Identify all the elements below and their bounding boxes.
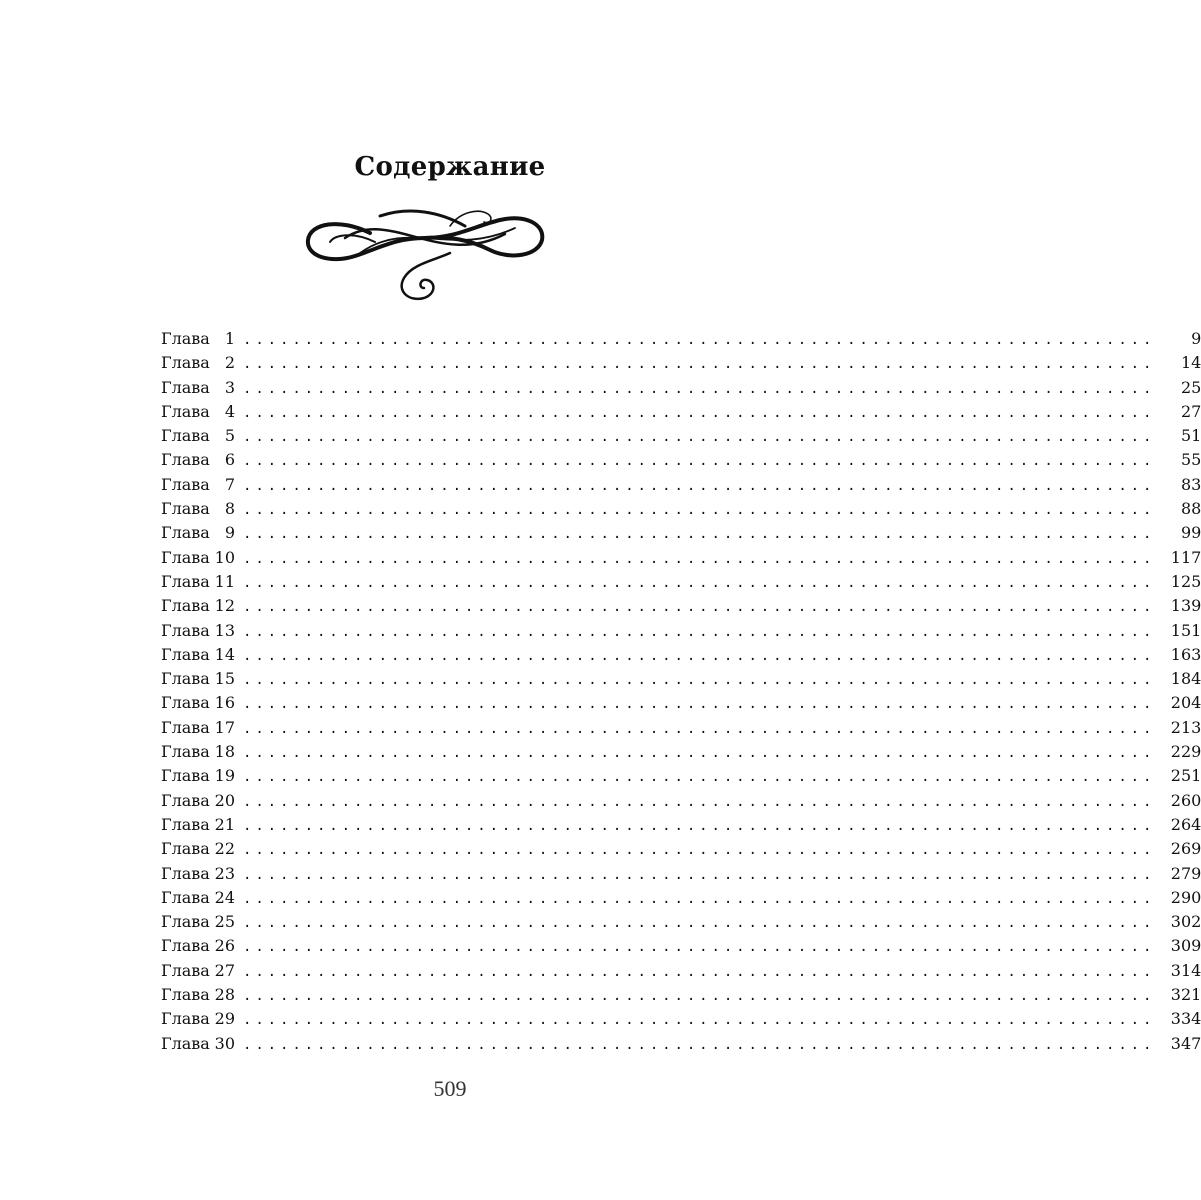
chapter-page-number: 321: [1170, 985, 1201, 1005]
chapter-page-number: 260: [1170, 790, 1201, 810]
chapter-number: 13: [214, 620, 235, 640]
chapter-page-number: 309: [1170, 936, 1201, 956]
dot-leader: ..........................................................................: [243, 380, 1156, 397]
dot-leader: ..........................................................................: [243, 745, 1156, 762]
chapter-label: Глава: [161, 426, 210, 446]
chapter-number: 23: [214, 863, 235, 883]
chapter-label: Глава: [161, 401, 210, 421]
chapter-number: 11: [214, 571, 235, 591]
chapter-label: Глава: [161, 353, 210, 373]
chapter-number: 29: [214, 1009, 235, 1029]
toc-entry: [161, 716, 1201, 740]
toc-entry: [161, 327, 1201, 351]
chapter-label: Глава: [161, 499, 210, 519]
toc-entry: [161, 521, 1201, 545]
chapter-label: Глава: [161, 523, 210, 543]
dot-leader: ..........................................................................: [243, 599, 1156, 616]
table-of-contents: [161, 327, 1201, 1056]
toc-entry: [161, 764, 1201, 788]
dot-leader: ..........................................................................: [243, 647, 1156, 664]
chapter-label: Глава: [161, 863, 210, 883]
chapter-number: 3: [224, 377, 235, 397]
chapter-number: 27: [214, 960, 235, 980]
chapter-label: Глава: [161, 644, 210, 664]
chapter-number: 2: [224, 353, 235, 373]
toc-entry: [161, 862, 1201, 886]
chapter-page-number: 269: [1170, 839, 1201, 859]
toc-entry: [161, 983, 1201, 1007]
chapter-label: Глава: [161, 474, 210, 494]
dot-leader: ..........................................................................: [243, 453, 1156, 470]
toc-entry: [161, 497, 1201, 521]
toc-entry: [161, 570, 1201, 594]
chapter-label: Глава: [161, 717, 210, 737]
chapter-page-number: 117: [1170, 547, 1201, 567]
toc-entry: [161, 546, 1201, 570]
toc-entry: [161, 473, 1201, 497]
page-number: 509: [433, 1076, 467, 1101]
dot-leader: ..........................................................................: [243, 720, 1156, 737]
dot-leader: ..........................................................................: [243, 817, 1156, 834]
toc-entry: [161, 789, 1201, 813]
chapter-label: Глава: [161, 912, 210, 932]
toc-entry: [161, 691, 1201, 715]
chapter-page-number: 151: [1170, 620, 1201, 640]
chapter-number: 28: [214, 985, 235, 1005]
chapter-page-number: 99: [1180, 523, 1201, 543]
toc-entry: [161, 400, 1201, 424]
chapter-page-number: 290: [1170, 887, 1201, 907]
chapter-page-number: 55: [1180, 450, 1201, 470]
chapter-page-number: 334: [1170, 1009, 1201, 1029]
toc-entry: [161, 959, 1201, 983]
chapter-number: 24: [214, 887, 235, 907]
chapter-page-number: 163: [1170, 644, 1201, 664]
chapter-number: 17: [214, 717, 235, 737]
toc-entry: [161, 886, 1201, 910]
chapter-label: Глава: [161, 887, 210, 907]
chapter-label: Глава: [161, 620, 210, 640]
toc-entry: [161, 667, 1201, 691]
dot-leader: ..........................................................................: [243, 429, 1156, 446]
chapter-number: 4: [224, 401, 235, 421]
toc-entry: [161, 619, 1201, 643]
chapter-label: Глава: [161, 960, 210, 980]
chapter-page-number: 251: [1170, 766, 1201, 786]
chapter-number: 12: [214, 596, 235, 616]
chapter-page-number: 229: [1170, 742, 1201, 762]
chapter-number: 6: [224, 450, 235, 470]
chapter-label: Глава: [161, 377, 210, 397]
page-title: Содержание: [354, 152, 546, 182]
dot-leader: ..........................................................................: [243, 623, 1156, 640]
dot-leader: ..........................................................................: [243, 574, 1156, 591]
flourish-ornament-icon: [300, 198, 550, 308]
toc-entry: [161, 1007, 1201, 1031]
chapter-number: 14: [214, 644, 235, 664]
chapter-page-number: 51: [1180, 426, 1201, 446]
chapter-number: 1: [224, 329, 235, 348]
dot-leader: ..........................................................................: [243, 769, 1156, 786]
chapter-number: 19: [214, 766, 235, 786]
chapter-label: Глава: [161, 547, 210, 567]
chapter-page-number: 184: [1170, 669, 1201, 689]
chapter-number: 22: [214, 839, 235, 859]
chapter-number: 30: [214, 1033, 235, 1053]
chapter-page-number: 302: [1170, 912, 1201, 932]
toc-entry: [161, 934, 1201, 958]
dot-leader: ..........................................................................: [243, 890, 1156, 907]
dot-leader: ..........................................................................: [243, 939, 1156, 956]
chapter-page-number: 125: [1170, 571, 1201, 591]
toc-entry: [161, 813, 1201, 837]
toc-entry: [161, 351, 1201, 375]
chapter-number: 26: [214, 936, 235, 956]
dot-leader: ..........................................................................: [243, 866, 1156, 883]
dot-leader: ..........................................................................: [243, 404, 1156, 421]
chapter-page-number: 88: [1180, 499, 1201, 519]
chapter-number: 5: [224, 426, 235, 446]
toc-entry: [161, 740, 1201, 764]
dot-leader: ..........................................................................: [243, 672, 1156, 689]
chapter-label: Глава: [161, 936, 210, 956]
chapter-number: 8: [224, 499, 235, 519]
chapter-number: 25: [214, 912, 235, 932]
chapter-label: Глава: [161, 1033, 210, 1053]
dot-leader: ..........................................................................: [243, 963, 1156, 980]
chapter-page-number: 279: [1170, 863, 1201, 883]
chapter-page-number: 213: [1170, 717, 1201, 737]
chapter-number: 10: [214, 547, 235, 567]
chapter-number: 7: [224, 474, 235, 494]
toc-entry: [161, 448, 1201, 472]
dot-leader: ..........................................................................: [243, 526, 1156, 543]
toc-entry: [161, 376, 1201, 400]
toc-entry: [161, 837, 1201, 861]
dot-leader: ..........................................................................: [243, 356, 1156, 373]
chapter-number: 16: [214, 693, 235, 713]
dot-leader: ..........................................................................: [243, 477, 1156, 494]
dot-leader: ..........................................................................: [243, 793, 1156, 810]
chapter-page-number: 204: [1170, 693, 1201, 713]
toc-entry: [161, 1032, 1201, 1056]
chapter-label: Глава: [161, 742, 210, 762]
toc-entry: [161, 910, 1201, 934]
toc-entry: [161, 594, 1201, 618]
dot-leader: ..........................................................................: [243, 696, 1156, 713]
chapter-page-number: 14: [1180, 353, 1201, 373]
chapter-label: Глава: [161, 790, 210, 810]
chapter-label: Глава: [161, 814, 210, 834]
chapter-number: 20: [214, 790, 235, 810]
chapter-page-number: 264: [1170, 814, 1201, 834]
dot-leader: ..........................................................................: [243, 502, 1156, 519]
chapter-label: Глава: [161, 839, 210, 859]
chapter-number: 15: [214, 669, 235, 689]
chapter-label: Глава: [161, 985, 210, 1005]
chapter-page-number: 83: [1180, 474, 1201, 494]
dot-leader: ..........................................................................: [243, 1036, 1156, 1053]
chapter-label: Глава: [161, 329, 210, 348]
chapter-label: Глава: [161, 669, 210, 689]
toc-entry: [161, 643, 1201, 667]
toc-entry: [161, 424, 1201, 448]
chapter-label: Глава: [161, 766, 210, 786]
chapter-page-number: 347: [1170, 1033, 1201, 1053]
chapter-label: Глава: [161, 693, 210, 713]
dot-leader: ..........................................................................: [243, 332, 1156, 348]
chapter-number: 18: [214, 742, 235, 762]
dot-leader: ..........................................................................: [243, 550, 1156, 567]
dot-leader: ..........................................................................: [243, 1012, 1156, 1029]
chapter-page-number: 27: [1180, 401, 1201, 421]
chapter-label: Глава: [161, 450, 210, 470]
chapter-label: Глава: [161, 571, 210, 591]
chapter-number: 9: [224, 523, 235, 543]
chapter-page-number: 25: [1180, 377, 1201, 397]
chapter-page-number: 9: [1191, 329, 1201, 348]
chapter-label: Глава: [161, 596, 210, 616]
dot-leader: ..........................................................................: [243, 915, 1156, 932]
chapter-label: Глава: [161, 1009, 210, 1029]
dot-leader: ..........................................................................: [243, 842, 1156, 859]
chapter-number: 21: [214, 814, 235, 834]
chapter-page-number: 139: [1170, 596, 1201, 616]
chapter-page-number: 314: [1170, 960, 1201, 980]
dot-leader: ..........................................................................: [243, 988, 1156, 1005]
